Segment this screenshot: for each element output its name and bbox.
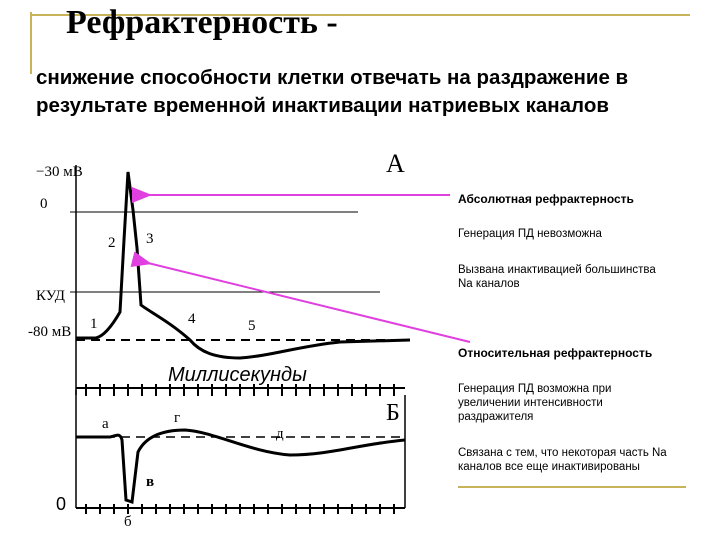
slide-title: Рефрактерность - — [66, 4, 338, 41]
excitability-curve — [76, 430, 405, 502]
slide-subtitle: снижение способности клетки отвечать на раздражение в результате временной инактивации натриевых каналов — [36, 66, 629, 117]
panel-a-label: А — [386, 149, 405, 178]
excitability-label-d: д — [276, 426, 284, 442]
panel-b-zero-label: 0 — [56, 494, 67, 514]
panel-b-label: Б — [386, 400, 400, 426]
excitability-label-v: в — [146, 474, 155, 490]
y-label-minus30: −30 мВ — [36, 164, 83, 180]
phase-label-5: 5 — [248, 318, 256, 334]
y-label-resting: -80 мВ — [28, 324, 72, 340]
phase-label-4: 4 — [188, 311, 196, 327]
note-absolute-impossible: Генерация ПД невозможна — [458, 228, 602, 240]
excitability-label-a: а — [102, 416, 109, 432]
phase-label-1: 1 — [90, 316, 98, 332]
relative-refractory-arrow — [148, 263, 470, 342]
time-axis-label: Миллисекунды — [168, 364, 307, 386]
excitability-label-g: г — [174, 410, 181, 426]
action-potential-curve — [76, 172, 410, 358]
note-absolute-cause: Вызвана инактивацией большинства Na каналов — [458, 264, 656, 290]
note-absolute-refractory: Абсолютная рефрактерность — [458, 192, 634, 206]
y-label-threshold: КУД — [36, 288, 66, 304]
note-relative-refractory: Относительная рефрактерность — [458, 346, 653, 360]
note-relative-possible: Генерация ПД возможна при увеличении интенсивности раздражителя — [458, 383, 612, 423]
excitability-label-b: б — [124, 514, 132, 530]
y-label-zero: 0 — [40, 196, 48, 212]
note-relative-cause: Связана с тем, что некоторая часть Na каналов все еще инактивированы — [458, 447, 667, 473]
phase-label-2: 2 — [108, 235, 116, 251]
phase-label-3: 3 — [146, 231, 154, 247]
